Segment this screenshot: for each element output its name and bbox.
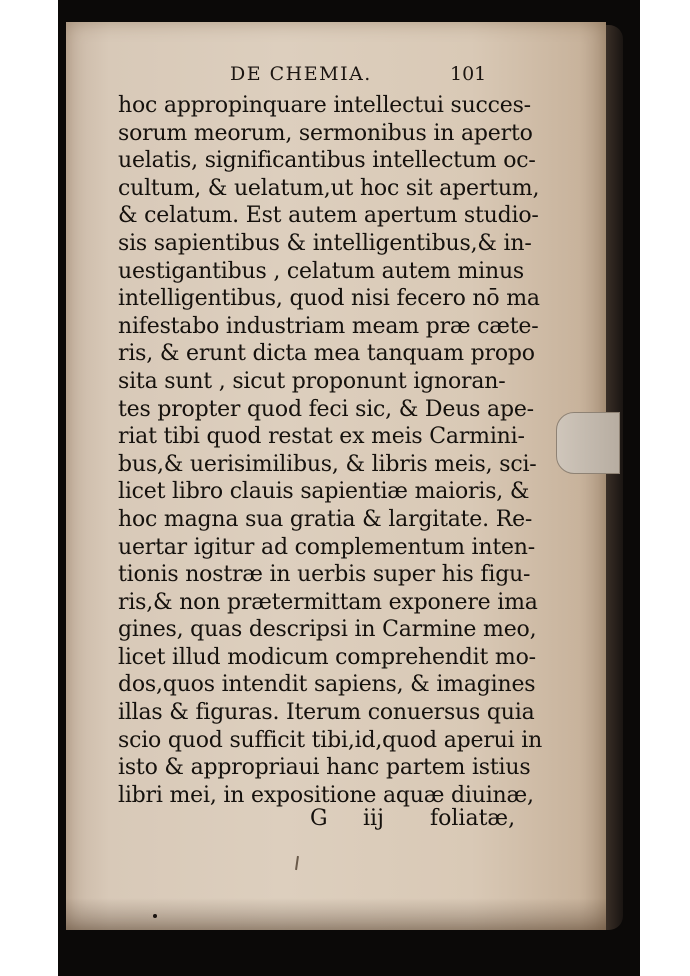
text-line: dos,quos intendit sapiens, & imagines (118, 672, 536, 698)
text-line: tionis nostræ in uerbis super his figu- (118, 562, 531, 588)
running-title: DE CHEMIA. (230, 63, 372, 85)
text-line: uelatis, significantibus intellectum oc- (118, 148, 536, 174)
text-line: sorum meorum, sermonibus in aperto (118, 120, 533, 146)
text-line: hoc magna sua gratia & largitate. Re- (118, 506, 533, 532)
text-line: sita sunt , sicut proponunt ignoran- (118, 368, 506, 394)
body-text (118, 92, 543, 809)
text-line: licet libro clauis sapientiæ maioris, & (118, 479, 530, 505)
page-number: 101 (450, 63, 487, 85)
text-line: uestigantibus , celatum autem minus (118, 258, 525, 284)
catchword: foliatæ, (430, 806, 516, 831)
text-line: isto & appropriaui hanc partem istius (118, 755, 531, 781)
text-line: & celatum. Est autem apertum studio- (118, 203, 539, 229)
text-line: bus,& uerisimilibus, & libris meis, sci- (118, 451, 537, 477)
running-header (230, 63, 490, 89)
text-line: riat tibi quod restat ex meis Carmini- (118, 424, 525, 450)
page-footer (310, 806, 520, 834)
text-line: intelligentibus, quod nisi fecero nō ma (118, 286, 540, 312)
text-line: ris, & erunt dicta mea tanquam propo (118, 341, 535, 367)
text-line: tes propter quod feci sic, & Deus ape- (118, 396, 534, 422)
ink-dot (153, 914, 157, 918)
text-line: libri mei, in expositione aquæ diuinæ, (118, 782, 534, 808)
text-line: licet illud modicum comprehendit mo- (118, 644, 536, 670)
text-line: sis sapientibus & intelligentibus,& in- (118, 230, 532, 256)
text-line: cultum, & uelatum,ut hoc sit apertum, (118, 175, 540, 201)
page-shadow (66, 898, 606, 930)
page-clip-tab (556, 412, 620, 474)
text-line: scio quod sufficit tibi,id,quod aperui in (118, 727, 543, 753)
text-line: hoc appropinquare intellectui succes- (118, 93, 531, 118)
text-line: illas & figuras. Iterum conuersus quia (118, 700, 535, 726)
signature-letter: G (310, 806, 328, 831)
signature-numeral: iij (363, 806, 384, 831)
text-line: nifestabo industriam meam præ cæte- (118, 313, 539, 339)
text-line: uertar igitur ad complementum inten- (118, 534, 535, 560)
text-line: gines, quas descripsi in Carmine meo, (118, 617, 537, 643)
text-line: ris,& non prætermittam exponere ima (118, 589, 538, 615)
